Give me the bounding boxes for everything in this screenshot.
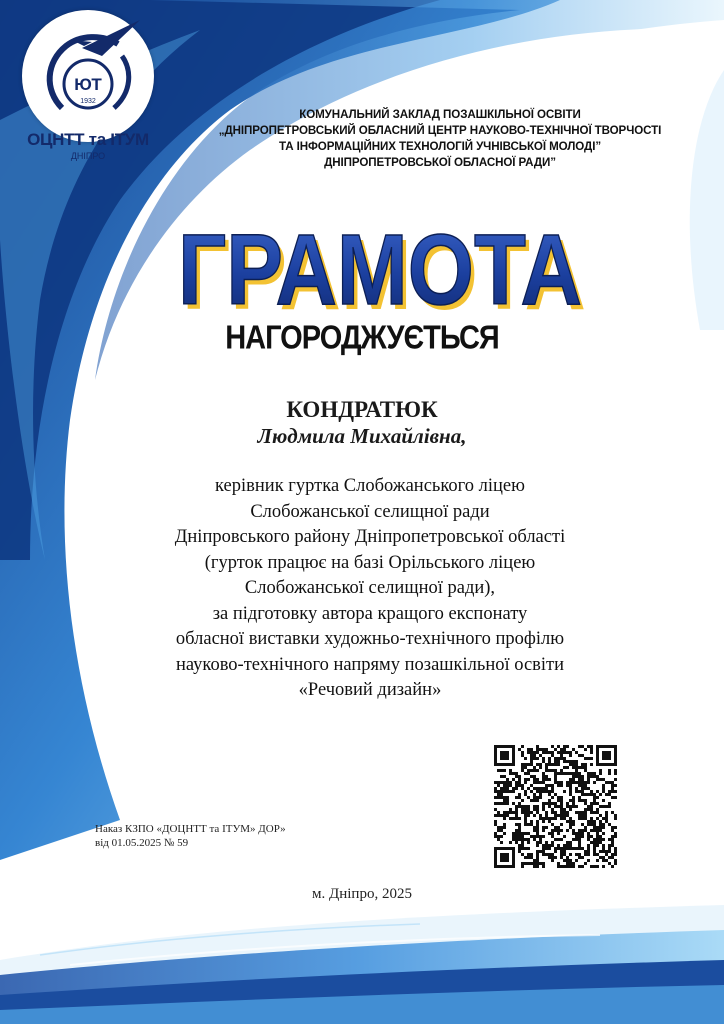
rocket-emblem-icon [22, 10, 154, 142]
qr-code [494, 745, 617, 868]
description-line: Слобожанської селищної ради), [244, 578, 496, 598]
logo-name: ОЦНТТ та ІТУМ [27, 130, 149, 149]
order-reference [95, 822, 355, 850]
institution-line: ТА ІНФОРМАЦІЙНИХ ТЕХНОЛОГІЙ УЧНІВСЬКОЇ МОЛОДІ” [278, 140, 602, 153]
institution-header [200, 107, 680, 171]
award-text: НАГОРОДЖУЄТЬСЯ [225, 319, 499, 357]
order-line: Наказ КЗПО «ДОЦНТТ та ІТУМ» ДОР» [95, 823, 286, 835]
description-line: Слобожанської селищної ради [250, 501, 490, 522]
institution-line: КОМУНАЛЬНИЙ ЗАКЛАД ПОЗАШКІЛЬНОЇ ОСВІТИ [299, 108, 581, 121]
description-line: за підготовку автора кращого експонату [212, 603, 528, 624]
logo-badge: ЮТ [74, 75, 102, 94]
institution-line: ДНІПРОПЕТРОВСЬКОЇ ОБЛАСНОЇ РАДИ” [324, 156, 556, 169]
title-text: ГРАМОТА [178, 214, 582, 325]
award-description [110, 474, 630, 704]
description-line: (гурток працює на базі Орільського ліцею [204, 552, 536, 573]
certificate-title [160, 205, 600, 325]
description-line: науково-технічного напряму позашкільної освіти [175, 654, 565, 675]
description-line: «Речовий дизайн» [298, 680, 442, 700]
description-line: Дніпровського району Дніпропетровської області [174, 527, 566, 547]
recipient-given-names: Людмила Михайлівна, [257, 424, 467, 448]
description-line: керівник гуртка Слобожанського ліцею [215, 476, 525, 496]
place-and-year: м. Дніпро, 2025 [312, 886, 412, 902]
recipient-surname: КОНДРАТЮК [286, 397, 438, 422]
organization-logo [18, 10, 158, 160]
title-shadow: ГРАМОТА [182, 219, 586, 325]
description-line: обласної виставки художньо-технічного профілю [175, 629, 565, 649]
logo-city: ДНІПРО [70, 151, 106, 161]
order-date: від 01.05.2025 № 59 [95, 837, 189, 849]
institution-line: „ДНІПРОПЕТРОВСЬКИЙ ОБЛАСНИЙ ЦЕНТР НАУКОВО-ТЕХНІЧНОЇ ТВОРЧОСТІ [218, 124, 662, 137]
logo-year: 1932 [80, 98, 96, 105]
